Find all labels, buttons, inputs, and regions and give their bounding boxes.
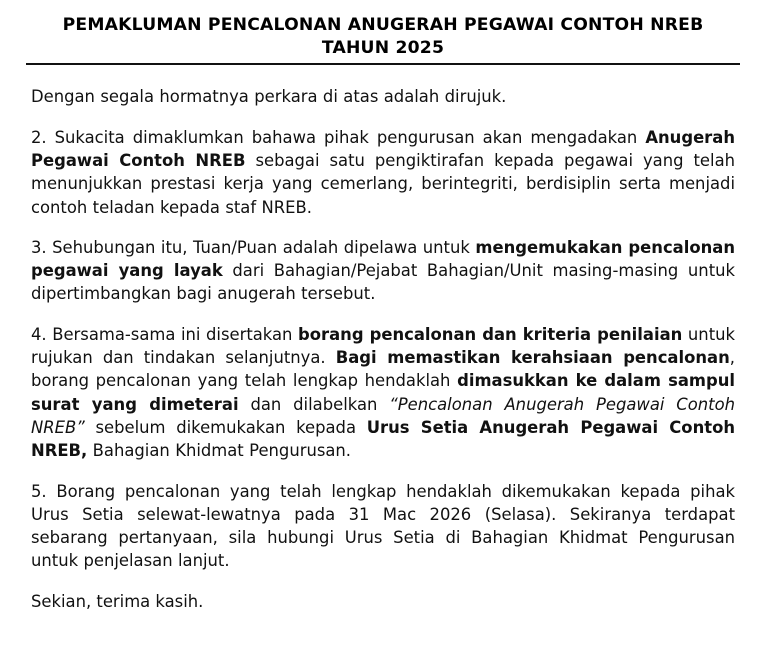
paragraph-4-mid-3: dan dilabelkan [238,394,390,414]
paragraph-3-lead: 3. Sehubungan itu, Tuan/Puan adalah dipelawa untuk [31,237,476,257]
paragraph-4-rest: Bahagian Khidmat Pengurusan. [87,441,352,461]
paragraph-4-bold-confidentiality: Bagi memastikan kerahsiaan pencalonan [335,348,730,368]
document-body [26,85,740,613]
page-title-line-1: PEMAKLUMAN PENCALONAN ANUGERAH PEGAWAI CONTOH NREB [62,15,704,35]
paragraph-intro: Dengan segala hormatnya perkara di atas adalah dirujuk. [31,87,507,107]
paragraph-4-bold-secretariat: Urus Setia Anugerah Pegawai Contoh NREB, [31,417,735,461]
page-title [36,14,730,59]
page-title-line-2: TAHUN 2025 [321,37,445,58]
paragraph-4-lead: 4. Bersama-sama ini disertakan [31,324,299,344]
paragraph-4 [31,323,735,463]
paragraph-3-rest: dari Bahagian/Pejabat Bahagian/Unit masing-masing untuk dipertimbangkan bagi anugerah tersebut. [31,261,735,304]
paragraph-4-mid-2: , borang pencalonan yang telah lengkap hendaklah [31,348,735,391]
paragraph-2 [31,126,735,219]
paragraph-3 [31,236,735,306]
paragraph-4-mid-4: sebelum dikemukakan kepada [84,417,367,437]
title-divider [26,63,740,65]
paragraph-3-bold-nomination: mengemukakan pencalonan pegawai yang layak [31,237,735,281]
paragraph-2-lead: 2. Sukacita dimaklumkan bahawa pihak pengurusan akan mengadakan [31,127,646,147]
paragraph-2-rest: sebagai satu pengiktirafan kepada pegawai yang telah menunjukkan prestasi kerja yang cemerlang, berintegriti, berdisiplin serta menjadi contoh teladan kepada staf NREB. [31,151,735,217]
paragraph-2-bold-award: Anugerah Pegawai Contoh NREB [31,127,735,170]
paragraph-4-bold-sealed-envelope: dimasukkan ke dalam sampul surat yang dimeterai [31,371,735,414]
paragraph-closing: Sekian, terima kasih. [31,591,204,611]
paragraph-5: 5. Borang pencalonan yang telah lengkap hendaklah dikemukakan kepada pihak Urus Setia selewat-lewatnya pada 31 Mac 2026 (Selasa). Sekiranya terdapat sebarang pertanyaan, sila hubungi Urus Setia di Bahagian Khidmat Pengurusan untuk penjelasan lanjut. [31,481,735,571]
paragraph-4-italic-label: “Pencalonan Anugerah Pegawai Contoh NREB” [31,394,735,437]
paragraph-4-mid-1: untuk rujukan dan tindakan selanjutnya. [31,324,735,368]
paragraph-4-bold-form-criteria: borang pencalonan dan kriteria penilaian [298,324,683,344]
